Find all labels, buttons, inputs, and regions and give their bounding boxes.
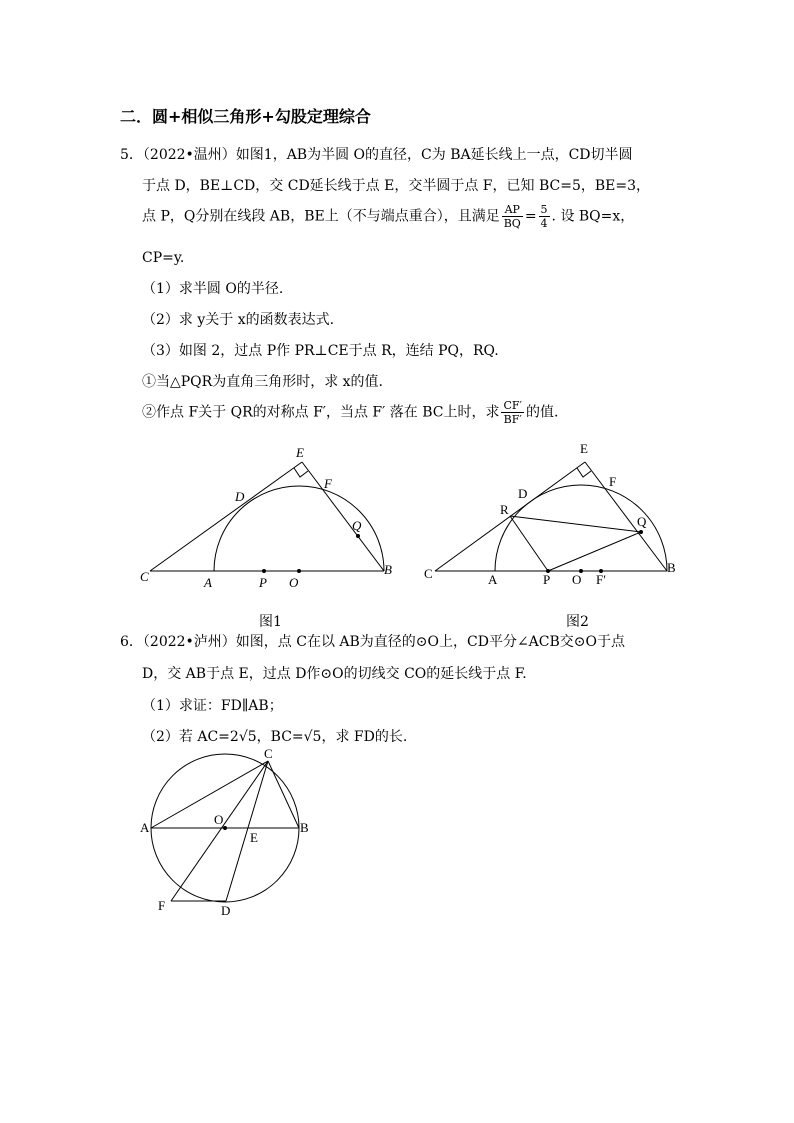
label-c: C: [264, 748, 273, 761]
label-f-prime: F′: [596, 572, 607, 587]
line-eb: [585, 462, 667, 571]
label-r: R: [500, 502, 509, 517]
label-c: C: [424, 566, 433, 581]
label-e: E: [296, 445, 304, 460]
label-p: P: [259, 575, 267, 590]
line-pr: [510, 516, 548, 571]
label-o: O: [214, 812, 224, 827]
equals-sign: =: [524, 208, 537, 225]
line-eb: [302, 462, 384, 571]
point-q: [356, 534, 360, 538]
center-o: [223, 826, 227, 830]
q5-sub-2: （2）求 y关于 x的函数表达式.: [142, 312, 335, 328]
label-d: D: [221, 903, 231, 918]
q5-line-4: CP=y.: [142, 250, 185, 266]
label-a: A: [488, 572, 498, 587]
figure-3: [130, 748, 330, 918]
right-angle-mark: [294, 468, 308, 477]
label-q: Q: [352, 518, 362, 533]
label-a: A: [204, 575, 212, 590]
q5-line-2: 于点 D，BE⊥CD，交 CD延长线于点 E，交半圆于点 F，已知 BC=5，BE=3，: [142, 178, 650, 194]
q6-line-2: D，交 AB于点 E，过点 D作⊙O的切线交 CO的延长线于点 F.: [142, 666, 527, 682]
section-heading: 二．圆+相似三角形+勾股定理综合: [120, 107, 371, 126]
chord-bc: [268, 761, 299, 828]
label-f: F: [324, 476, 332, 491]
label-d: D: [518, 486, 528, 501]
q6-sub-2: （2）若 AC=2√5，BC=√5，求 FD的长.: [142, 729, 408, 745]
point-o: [297, 569, 301, 573]
q5-sub-3: （3）如图 2，过点 P作 PR⊥CE于点 R，连结 PQ，RQ.: [142, 343, 499, 359]
figure-2-caption: 图2: [566, 614, 589, 630]
point-p: [262, 569, 266, 573]
line-rq: [510, 516, 641, 532]
q5-sub-3a: ①当△PQR为直角三角形时，求 x的值.: [142, 374, 384, 390]
label-p: P: [543, 572, 551, 587]
q5-line-1: 5．（2022•温州）如图1，AB为半圆 O的直径，C为 BA延长线上一点，CD切半圆: [120, 147, 633, 163]
line-pq: [548, 532, 641, 571]
right-angle-mark: [577, 468, 591, 477]
fraction-5-4: $\frac{5}{4}$: [540, 203, 548, 230]
label-e: E: [250, 830, 258, 845]
label-b: B: [667, 560, 676, 575]
q5-sub-3b: ②作点 F关于 QR的对称点 F′，当点 F′ 落在 BC上时，求 $\frac{CF'}{BF'}$ 的值.: [142, 399, 559, 426]
q6-sub-1: （1）求证：FD∥AB；: [142, 698, 283, 714]
label-q: Q: [637, 514, 647, 529]
figure-2: [415, 435, 695, 595]
q5-line-3: [142, 203, 634, 230]
fraction-cf-bf: $\frac{CF'}{BF'}$: [503, 399, 523, 426]
fraction-ap-bq: $\frac{AP}{BQ}$: [503, 203, 521, 230]
label-o: O: [289, 575, 299, 590]
label-f: F: [158, 898, 166, 913]
q5-sub-1: （1）求半圆 O的半径.: [142, 281, 284, 297]
line-ce: [150, 462, 302, 571]
figure-1-caption: 图1: [259, 614, 282, 630]
q6-line-1: 6．（2022•泸州）如图，点 C在以 AB为直径的⊙O上，CD平分∠ACB交⊙O于点: [120, 634, 625, 650]
label-o: O: [572, 572, 582, 587]
q5-line-3-post: . 设 BQ=x，: [551, 208, 635, 225]
figure-1: [130, 435, 410, 595]
label-c: C: [140, 569, 149, 584]
label-d: D: [235, 489, 245, 504]
q5-line-3-pre: 点 P，Q分别在线段 AB，BE上（不与端点重合），且满足: [142, 208, 500, 225]
label-b: B: [300, 820, 309, 835]
label-e: E: [580, 441, 588, 456]
label-f: F: [609, 474, 617, 489]
label-a: A: [140, 820, 150, 835]
point-q: [639, 530, 643, 534]
label-b: B: [384, 562, 392, 577]
